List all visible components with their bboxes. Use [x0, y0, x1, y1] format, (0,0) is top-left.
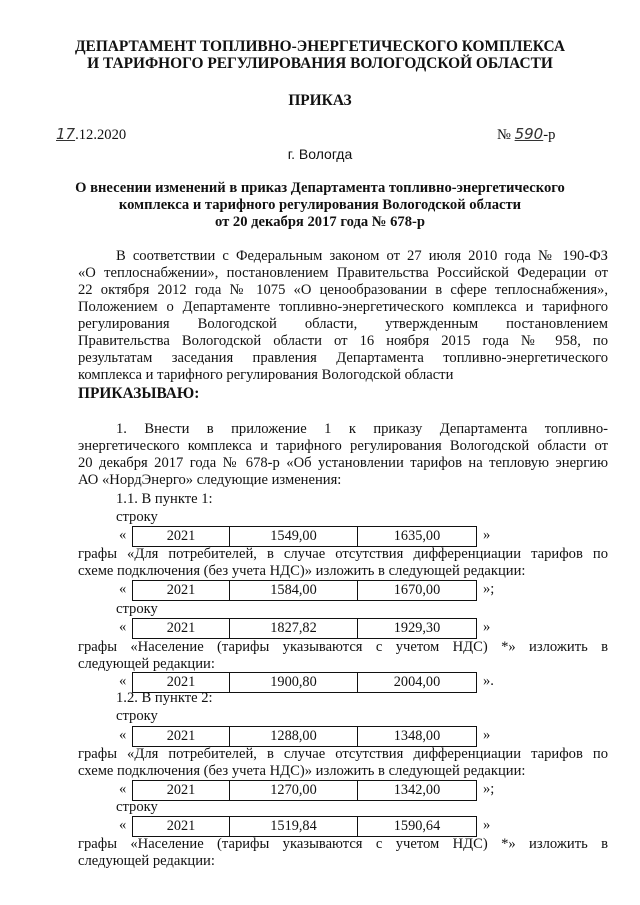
- item1-line-2: энергетического комплекса и тарифного регулирования Вологодской области от: [78, 438, 608, 454]
- preamble-line-8: комплекса и тарифного регулирования Вологодской области: [78, 367, 454, 383]
- document-number: [497, 126, 555, 144]
- table-cell-value-1: 1519,84: [230, 816, 358, 837]
- table-cell-year: 2021: [132, 726, 230, 747]
- quote-close: »: [483, 619, 491, 635]
- preamble-line-6: Правительства Вологодской области от 16 ноября 2015 года № 958, по: [78, 333, 608, 349]
- label-stroku: строку: [116, 601, 158, 617]
- subitem-1-2: 1.2. В пункте 2:: [116, 690, 213, 706]
- quote-open: «: [119, 817, 127, 833]
- quote-close-semicolon: »;: [483, 781, 495, 797]
- preamble-line-7: результатам заседания правления Департамента топливно-энергетического: [78, 350, 608, 366]
- table-cell-year: 2021: [132, 618, 230, 639]
- label-stroku: строку: [116, 799, 158, 815]
- table-cell-value-1: 1827,82: [230, 618, 358, 639]
- number-prefix: №: [497, 127, 511, 143]
- item1-line-3: 20 декабря 2017 года № 678-р «Об установлении тарифов на тепловую энергию: [78, 455, 608, 471]
- table-cell-year: 2021: [132, 816, 230, 837]
- graf-population-line-2: следующей редакции:: [78, 656, 215, 672]
- table-cell-value-2: 2004,00: [358, 672, 477, 693]
- tariff-table-row: [132, 780, 477, 801]
- table-cell-value-2: 1590,64: [358, 816, 477, 837]
- quote-open: «: [119, 581, 127, 597]
- graf-population-line-1: графы «Население (тарифы указываются с учетом НДС) *» изложить в: [78, 639, 608, 655]
- graf-consumers-line-1: графы «Для потребителей, в случае отсутствия дифференциации тарифов по: [78, 546, 608, 562]
- graf-consumers-line-2: схеме подключения (без учета НДС)» изложить в следующей редакции:: [78, 563, 526, 579]
- tariff-table-row: [132, 580, 477, 601]
- quote-open: «: [119, 527, 127, 543]
- tariff-table-row: [132, 618, 477, 639]
- table-cell-year: 2021: [132, 526, 230, 547]
- header-line-2: И ТАРИФНОГО РЕГУЛИРОВАНИЯ ВОЛОГОДСКОЙ ОБЛАСТИ: [87, 55, 553, 72]
- table-cell-value-1: 1288,00: [230, 726, 358, 747]
- quote-close-dot: ».: [483, 673, 494, 689]
- document-type: ПРИКАЗ: [288, 92, 352, 109]
- quote-open: «: [119, 673, 127, 689]
- quote-close: »: [483, 727, 491, 743]
- table-cell-year: 2021: [132, 580, 230, 601]
- subitem-1-1: 1.1. В пункте 1:: [116, 491, 213, 507]
- date-day-handwritten: 17: [56, 125, 76, 143]
- label-stroku: строку: [116, 708, 158, 724]
- table-cell-value-2: 1929,30: [358, 618, 477, 639]
- table-cell-value-1: 1270,00: [230, 780, 358, 801]
- tariff-table-row: [132, 816, 477, 837]
- preamble-line-3: 22 октября 2012 года № 1075 «О ценообразовании в сфере теплоснабжения»,: [78, 282, 608, 298]
- document-date: [56, 126, 126, 144]
- graf-population-line-1: графы «Население (тарифы указываются с учетом НДС) *» изложить в: [78, 836, 608, 852]
- header-line-1: ДЕПАРТАМЕНТ ТОПЛИВНО-ЭНЕРГЕТИЧЕСКОГО КОМПЛЕКСА: [74, 38, 566, 55]
- quote-open: «: [119, 619, 127, 635]
- quote-close-semicolon: »;: [483, 581, 495, 597]
- tariff-table-row: [132, 726, 477, 747]
- item1-line-4: АО «НордЭнерго» следующие изменения:: [78, 472, 342, 488]
- quote-close: »: [483, 527, 491, 543]
- quote-close: »: [483, 817, 491, 833]
- graf-population-line-2: следующей редакции:: [78, 853, 215, 869]
- quote-open: «: [119, 781, 127, 797]
- table-cell-year: 2021: [132, 672, 230, 693]
- preamble-line-5: регулирования Вологодской области, утвержденным постановлением: [78, 316, 608, 332]
- quote-open: «: [119, 727, 127, 743]
- table-cell-value-2: 1670,00: [358, 580, 477, 601]
- preamble-line-4: Положением о Департаменте топливно-энергетического комплекса и тарифного: [78, 299, 608, 315]
- graf-consumers-line-1: графы «Для потребителей, в случае отсутствия дифференциации тарифов по: [78, 746, 608, 762]
- table-cell-year: 2021: [132, 780, 230, 801]
- subject-line-1: О внесении изменений в приказ Департамента топливно-энергетического: [75, 180, 565, 196]
- table-cell-value-1: 1549,00: [230, 526, 358, 547]
- subject-line-3: от 20 декабря 2017 года № 678-р: [215, 214, 425, 230]
- label-stroku: строку: [116, 509, 158, 525]
- number-handwritten: 590: [514, 125, 544, 143]
- order-word: ПРИКАЗЫВАЮ:: [78, 385, 200, 402]
- subject-line-2: комплекса и тарифного регулирования Вологодской области: [118, 197, 522, 213]
- table-cell-value-2: 1342,00: [358, 780, 477, 801]
- preamble-line-2: «О теплоснабжении», постановлением Правительства Российской Федерации от: [78, 265, 608, 281]
- table-cell-value-1: 1584,00: [230, 580, 358, 601]
- table-cell-value-2: 1348,00: [358, 726, 477, 747]
- table-cell-value-1: 1900,80: [230, 672, 358, 693]
- table-cell-value-2: 1635,00: [358, 526, 477, 547]
- date-rest: .12.2020: [75, 127, 127, 143]
- item1-line-1: 1. Внести в приложение 1 к приказу Департамента топливно-: [116, 421, 608, 437]
- tariff-table-row: [132, 526, 477, 547]
- preamble-line-1: В соответствии с Федеральным законом от 27 июля 2010 года № 190-ФЗ: [116, 248, 608, 264]
- number-suffix: -р: [543, 127, 556, 143]
- city: г. Вологда: [287, 146, 353, 162]
- graf-consumers-line-2: схеме подключения (без учета НДС)» изложить в следующей редакции:: [78, 763, 526, 779]
